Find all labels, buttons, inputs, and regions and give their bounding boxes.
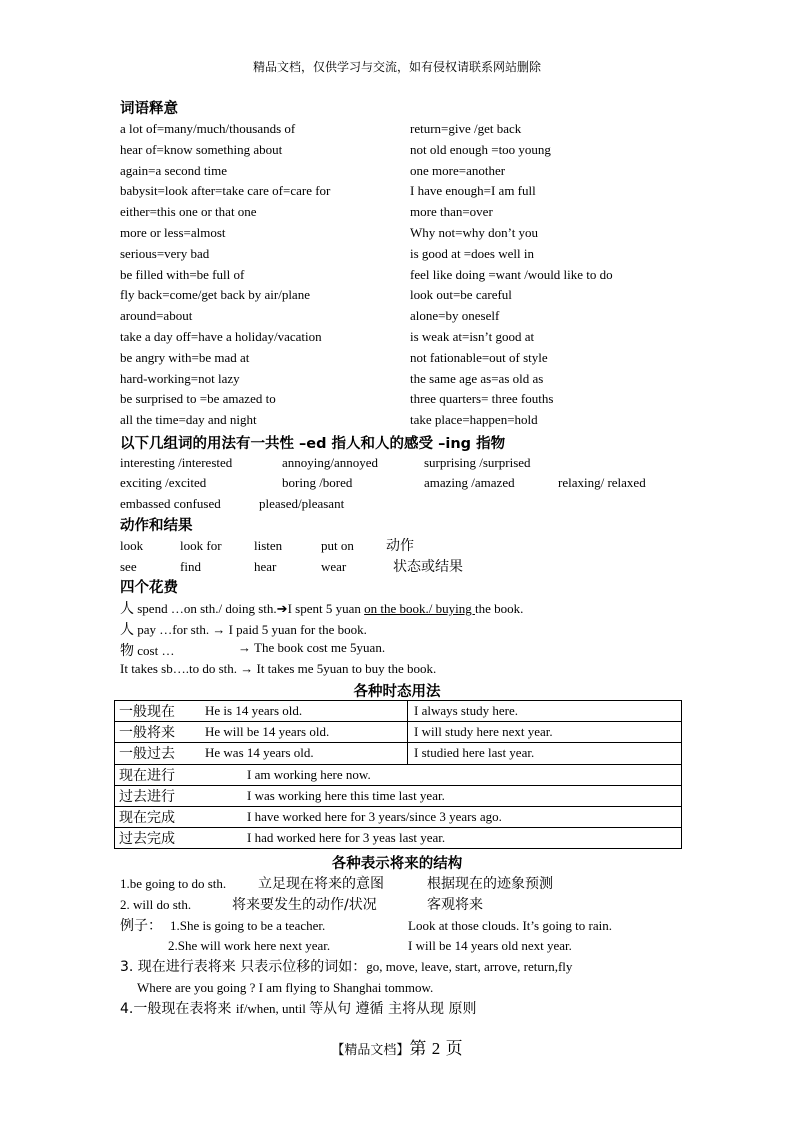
future-l4 xyxy=(120,998,476,1018)
action-row1-1: look xyxy=(120,538,144,553)
action-row2-4: wear xyxy=(321,559,347,574)
vocab-right-item: return=give /get back xyxy=(410,121,522,136)
tense-example-2: I studied here last year. xyxy=(408,743,682,764)
actions-title: 动作和结果 xyxy=(120,518,193,534)
footer-page-number: 2 xyxy=(431,1039,441,1058)
tense-row xyxy=(115,785,682,806)
vocab-left-item: again=a second time xyxy=(120,162,227,178)
vocab-left-item: all the time=day and night xyxy=(120,412,257,428)
vocab-right-item: more than=over xyxy=(410,204,493,220)
footer-label: 【精品文档】 xyxy=(331,1043,410,1058)
vocab-title: 词语释意 xyxy=(120,101,178,117)
adj-row1-b: annoying/annoyed xyxy=(282,455,379,470)
vocab-right-item: Why not=why don’t you xyxy=(410,225,539,240)
vocab-right-item: alone=by oneself xyxy=(410,308,500,324)
tense-example-2: I will study here next year. xyxy=(408,722,682,743)
vocab-right-item: the same age as=as old as xyxy=(410,370,544,386)
vocab-left-item: take a day off=have a holiday/vacation xyxy=(120,329,322,344)
future-l2-c: 客观将来 xyxy=(427,897,483,913)
future-title: 各种表示将来的结构 xyxy=(331,856,463,872)
vocab-right-item: I have enough=I am full xyxy=(410,183,536,199)
action-row2-2: find xyxy=(180,559,201,574)
tense-name: 一般将来 xyxy=(115,722,206,743)
future-l3-a: 3. 现在进行表将来 只表示位移的词如： xyxy=(120,959,367,975)
tense-name: 现在进行 xyxy=(115,764,206,785)
vocab-right-item: is good at =does well in xyxy=(410,245,534,261)
vocab-left-item: be surprised to =be amazed to xyxy=(120,391,276,407)
future-l3-b: go, move, leave, start, arrove, return,fly xyxy=(366,959,573,974)
spend-line2-text: pay …for sth. → I paid 5 yuan for the book. xyxy=(134,622,367,637)
spend-line1-c: the book. xyxy=(474,601,524,616)
tense-example-1: I have worked here for 3 years/since 3 years ago. xyxy=(205,806,682,827)
tense-name: 一般过去 xyxy=(115,743,206,764)
vocab-right-item: feel like doing =want /would like to do xyxy=(410,266,613,282)
vocab-left-item: be filled with=be full of xyxy=(120,266,245,282)
vocab-left-item: a lot of=many/much/thousands of xyxy=(120,121,296,136)
vocab-left-item: around=about xyxy=(120,308,193,324)
future-l4-a: 4.一般现在表将来 xyxy=(120,1001,236,1017)
spend-line2-subject: 人 xyxy=(120,622,134,638)
tense-example-2: I always study here. xyxy=(408,701,682,722)
spend-line1-b: I spent 5 yuan xyxy=(287,601,365,616)
footer-page-suffix: 页 xyxy=(440,1039,463,1059)
future-l3 xyxy=(120,956,572,976)
future-ex1-a: 1.She is going to be a teacher. xyxy=(170,918,326,933)
future-l4-b: if/when, until xyxy=(235,1001,310,1016)
spend-line1-a: spend …on sth./ doing sth. xyxy=(134,601,277,616)
tenses-title: 各种时态用法 xyxy=(353,684,441,700)
tense-example-1: He will be 14 years old. xyxy=(205,722,408,743)
future-l1-c: 根据现在的迹象预测 xyxy=(427,876,553,892)
tenses-table xyxy=(114,700,682,849)
action-row2-3: hear xyxy=(254,559,277,574)
future-l1-a: 1.be going to do sth. xyxy=(120,876,227,891)
future-ex1-b: Look at those clouds. It’s going to rain. xyxy=(408,918,613,933)
tense-row xyxy=(115,722,682,743)
vocab-left-item: more or less=almost xyxy=(120,225,226,240)
spend-line4: It takes sb….to do sth. → It takes me 5yuan to buy the book. xyxy=(120,661,437,676)
future-l3-example: Where are you going ? I am flying to Shanghai tommow. xyxy=(137,980,434,995)
tense-row xyxy=(115,828,682,849)
vocab-right-item: three quarters= three fouths xyxy=(410,391,554,407)
spend-line3 xyxy=(120,640,174,660)
adj-row3-a: embassed confused xyxy=(120,496,221,511)
tense-row xyxy=(115,743,682,764)
vocab-left-item: either=this one or that one xyxy=(120,204,257,220)
vocab-left-item: hear of=know something about xyxy=(120,141,283,157)
future-l2-a: 2. will do sth. xyxy=(120,897,192,912)
tense-row xyxy=(115,764,682,785)
vocab-left-item: serious=very bad xyxy=(120,245,210,261)
spend-line1 xyxy=(120,598,523,618)
arrow-icon: ➔ xyxy=(276,601,288,616)
tense-example-1: He is 14 years old. xyxy=(205,701,408,722)
tense-name: 过去进行 xyxy=(115,785,206,806)
action-row2-1: see xyxy=(120,559,137,574)
adj-row1-a: interesting /interested xyxy=(120,455,233,470)
vocab-right-item: take place=happen=hold xyxy=(410,412,538,428)
adj-row2-b: boring /bored xyxy=(282,475,353,490)
tense-name: 一般现在 xyxy=(115,701,206,722)
future-example-label: 例子： xyxy=(120,918,162,934)
tense-row xyxy=(115,701,682,722)
footer-page-prefix: 第 xyxy=(409,1039,432,1059)
action-row1-3: listen xyxy=(254,538,283,553)
future-l4-c: 等从句 遵循 主将从现 原则 xyxy=(309,1001,477,1017)
vocab-right-item: is weak at=isn’t good at xyxy=(410,329,535,344)
tense-name: 现在完成 xyxy=(115,806,206,827)
tense-row xyxy=(115,806,682,827)
action-row2-label: 状态或结果 xyxy=(393,559,463,575)
future-ex2-b: I will be 14 years old next year. xyxy=(408,938,572,953)
vocab-left-item: fly back=come/get back by air/plane xyxy=(120,287,310,303)
spend-line3-b: → The book cost me 5yuan. xyxy=(238,640,386,655)
spend-title: 四个花费 xyxy=(120,580,178,596)
vocab-left-item: be angry with=be mad at xyxy=(120,349,250,365)
page-header: 精品文档，仅供学习与交流，如有侵权请联系网站删除 xyxy=(252,60,541,74)
adj-row3-b: pleased/pleasant xyxy=(259,496,345,511)
future-l1-b: 立足现在将来的意图 xyxy=(258,876,384,892)
vocab-right-item: not fationable=out of style xyxy=(410,349,548,365)
future-ex2-a: 2.She will work here next year. xyxy=(168,938,331,953)
tense-example-1: He was 14 years old. xyxy=(205,743,408,764)
adj-row2-d: relaxing/ relaxed xyxy=(558,475,646,490)
vocab-left-item: babysit=look after=take care of=care for xyxy=(120,183,331,199)
spend-line3-a: cost … xyxy=(134,643,175,658)
tense-example-1: I was working here this time last year. xyxy=(205,785,682,806)
vocab-left-item: hard-working=not lazy xyxy=(120,370,240,386)
tense-name: 过去完成 xyxy=(115,828,206,849)
page-footer xyxy=(0,1034,794,1059)
action-row1-label: 动作 xyxy=(386,538,414,554)
tense-example-1: I am working here now. xyxy=(205,764,682,785)
adj-row2-a: exciting /excited xyxy=(120,475,207,490)
vocab-right-item: one more=another xyxy=(410,162,506,178)
spend-line1-underlined: on the book./ buying xyxy=(364,601,475,616)
spend-line1-subject: 人 xyxy=(120,601,134,617)
spend-line2 xyxy=(120,619,367,639)
adjectives-title: 以下几组词的用法有一共性 –ed 指人和人的感受 –ing 指物 xyxy=(120,436,506,452)
spend-line3-subject: 物 xyxy=(120,643,134,659)
adj-row1-c: surprising /surprised xyxy=(424,455,531,470)
action-row1-4: put on xyxy=(321,538,354,553)
vocab-right-item: look out=be careful xyxy=(410,287,512,303)
vocab-right-item: not old enough =too young xyxy=(410,141,551,157)
tense-example-1: I had worked here for 3 yeas last year. xyxy=(205,828,682,849)
action-row1-2: look for xyxy=(180,538,222,553)
future-l2-b: 将来要发生的动作/状况 xyxy=(232,897,377,913)
adj-row2-c: amazing /amazed xyxy=(424,475,515,490)
